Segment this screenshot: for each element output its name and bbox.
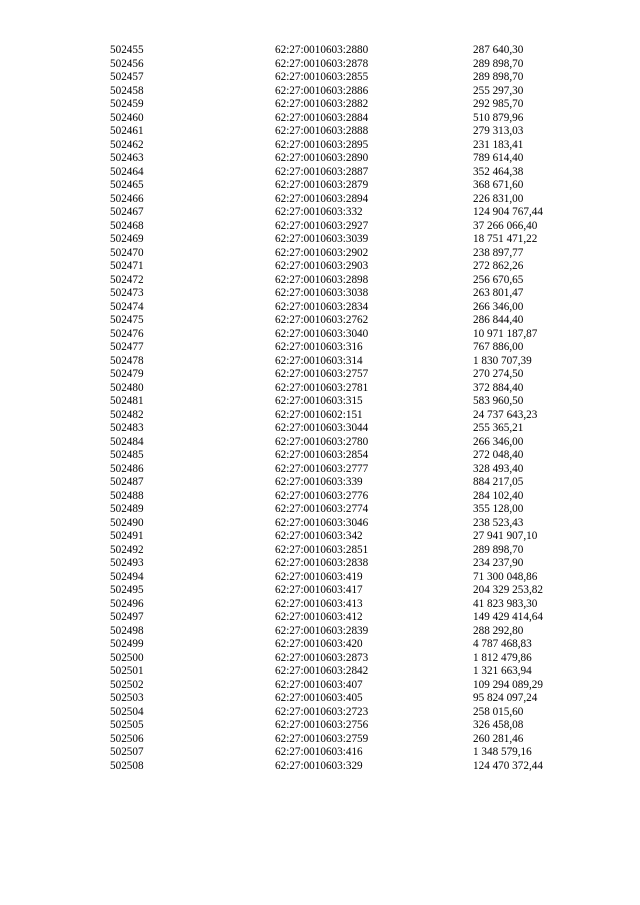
cadastral-number-cell: 62:27:0010603:419 [275,570,363,583]
cadastral-number-cell: 62:27:0010603:2878 [275,57,369,70]
cadastral-value-cell: 24 737 643,23 [473,408,538,421]
table-row [110,598,570,612]
cadastral-number-cell: 62:27:0010603:2890 [275,152,369,164]
row-number-cell: 502483 [110,422,144,434]
row-number-cell: 502499 [110,638,144,650]
cadastral-number-cell: 62:27:0010603:2886 [275,84,369,97]
table-row [110,193,570,207]
cadastral-value-cell: 234 237,90 [473,557,524,569]
table-row [110,233,570,247]
cadastral-value-cell: 263 801,47 [473,287,524,299]
table-row [110,368,570,382]
table-row [110,733,570,747]
cadastral-value-cell: 231 183,41 [473,138,524,151]
cadastral-value-cell: 288 292,80 [473,624,524,637]
cadastral-number-cell: 62:27:0010603:2882 [275,98,369,110]
cadastral-value-cell: 255 297,30 [473,84,524,97]
table-row [110,679,570,693]
cadastral-value-cell: 226 831,00 [473,192,524,205]
row-number-cell: 502458 [110,84,144,97]
cadastral-number-cell: 62:27:0010603:3040 [275,327,369,340]
cadastral-value-cell: 256 670,65 [473,273,524,286]
row-number-cell: 502477 [110,341,144,353]
cadastral-value-cell: 284 102,40 [473,489,524,502]
cadastral-number-cell: 62:27:0010603:2759 [275,732,369,745]
cadastral-number-cell: 62:27:0010603:2774 [275,503,369,515]
cadastral-value-cell: 789 614,40 [473,152,524,164]
row-number-cell: 502496 [110,597,144,610]
table-row [110,98,570,112]
table-row [110,355,570,369]
cadastral-value-cell: 109 294 089,29 [473,678,543,691]
table-row [110,652,570,666]
cadastral-value-cell: 1 830 707,39 [473,354,532,367]
cadastral-number-cell: 62:27:0010603:2902 [275,246,369,259]
row-number-cell: 502507 [110,746,144,758]
row-number-cell: 502508 [110,759,144,772]
cadastral-number-cell: 62:27:0010603:2873 [275,651,369,664]
cadastral-value-cell: 272 862,26 [473,260,524,272]
cadastral-value-cell: 368 671,60 [473,179,524,191]
row-number-cell: 502465 [110,179,144,191]
table-row [110,125,570,139]
table-row [110,517,570,531]
cadastral-value-cell: 1 812 479,86 [473,651,532,664]
cadastral-number-cell: 62:27:0010603:3046 [275,516,369,529]
cadastral-number-cell: 62:27:0010603:2884 [275,111,369,124]
cadastral-number-cell: 62:27:0010603:2854 [275,449,369,461]
row-number-cell: 502461 [110,125,144,137]
row-number-cell: 502491 [110,530,144,542]
table-row [110,341,570,355]
row-number-cell: 502464 [110,165,144,178]
table-row [110,152,570,166]
cadastral-value-cell: 767 886,00 [473,341,524,353]
row-number-cell: 502505 [110,719,144,731]
cadastral-number-cell: 62:27:0010603:2781 [275,381,369,394]
row-number-cell: 502488 [110,489,144,502]
table-row [110,544,570,558]
cadastral-value-cell: 10 971 187,87 [473,327,538,340]
table-row [110,706,570,720]
cadastral-number-cell: 62:27:0010603:2880 [275,44,369,56]
cadastral-number-cell: 62:27:0010603:3038 [275,287,369,299]
row-number-cell: 502495 [110,584,144,596]
table-row [110,287,570,301]
row-number-cell: 502475 [110,314,144,326]
cadastral-number-cell: 62:27:0010603:2879 [275,179,369,191]
table-row [110,409,570,423]
row-number-cell: 502467 [110,206,144,218]
cadastral-value-cell: 326 458,08 [473,719,524,731]
cadastral-number-cell: 62:27:0010603:2888 [275,125,369,137]
row-number-cell: 502504 [110,705,144,718]
table-row [110,476,570,490]
cadastral-value-cell: 266 346,00 [473,300,524,313]
cadastral-value-cell: 1 348 579,16 [473,746,532,758]
cadastral-value-table [110,44,570,773]
cadastral-value-cell: 124 470 372,44 [473,759,543,772]
table-row [110,71,570,85]
cadastral-value-cell: 289 898,70 [473,543,524,556]
cadastral-value-cell: 149 429 414,64 [473,611,543,623]
cadastral-number-cell: 62:27:0010603:2895 [275,138,369,151]
table-row [110,463,570,477]
cadastral-number-cell: 62:27:0010603:412 [275,611,363,623]
cadastral-number-cell: 62:27:0010603:2756 [275,719,369,731]
cadastral-number-cell: 62:27:0010603:316 [275,341,363,353]
cadastral-number-cell: 62:27:0010602:151 [275,408,363,421]
table-row [110,490,570,504]
cadastral-number-cell: 62:27:0010603:420 [275,638,363,650]
cadastral-value-cell: 27 941 907,10 [473,530,538,542]
row-number-cell: 502476 [110,327,144,340]
cadastral-value-cell: 266 346,00 [473,435,524,448]
cadastral-number-cell: 62:27:0010603:2855 [275,71,369,83]
cadastral-value-cell: 238 523,43 [473,516,524,529]
row-number-cell: 502489 [110,503,144,515]
table-row [110,220,570,234]
table-row [110,247,570,261]
cadastral-value-cell: 1 321 663,94 [473,665,532,677]
table-row [110,584,570,598]
cadastral-value-cell: 292 985,70 [473,98,524,110]
cadastral-value-cell: 372 884,40 [473,381,524,394]
table-row [110,571,570,585]
table-row [110,206,570,220]
row-number-cell: 502493 [110,557,144,569]
cadastral-value-cell: 18 751 471,22 [473,233,538,245]
cadastral-value-cell: 328 493,40 [473,462,524,475]
cadastral-number-cell: 62:27:0010603:407 [275,678,363,691]
cadastral-value-cell: 41 823 983,30 [473,597,538,610]
row-number-cell: 502503 [110,692,144,704]
table-row [110,719,570,733]
row-number-cell: 502486 [110,462,144,475]
table-row [110,422,570,436]
cadastral-number-cell: 62:27:0010603:2927 [275,219,369,232]
row-number-cell: 502482 [110,408,144,421]
cadastral-value-cell: 260 281,46 [473,732,524,745]
row-number-cell: 502479 [110,368,144,380]
row-number-cell: 502474 [110,300,144,313]
cadastral-value-cell: 352 464,38 [473,165,524,178]
row-number-cell: 502459 [110,98,144,110]
cadastral-number-cell: 62:27:0010603:3039 [275,233,369,245]
table-row [110,260,570,274]
row-number-cell: 502484 [110,435,144,448]
row-number-cell: 502460 [110,111,144,124]
cadastral-number-cell: 62:27:0010603:417 [275,584,363,596]
table-row [110,625,570,639]
cadastral-number-cell: 62:27:0010603:2776 [275,489,369,502]
cadastral-number-cell: 62:27:0010603:2762 [275,314,369,326]
row-number-cell: 502492 [110,543,144,556]
row-number-cell: 502470 [110,246,144,259]
cadastral-number-cell: 62:27:0010603:2838 [275,557,369,569]
table-row [110,760,570,774]
table-row [110,328,570,342]
cadastral-number-cell: 62:27:0010603:2887 [275,165,369,178]
table-row [110,179,570,193]
cadastral-number-cell: 62:27:0010603:2834 [275,300,369,313]
table-row [110,139,570,153]
row-number-cell: 502506 [110,732,144,745]
row-number-cell: 502473 [110,287,144,299]
table-row [110,449,570,463]
cadastral-number-cell: 62:27:0010603:405 [275,692,363,704]
cadastral-value-cell: 884 217,05 [473,476,524,488]
row-number-cell: 502501 [110,665,144,677]
table-row [110,314,570,328]
table-row [110,530,570,544]
cadastral-number-cell: 62:27:0010603:2903 [275,260,369,272]
cadastral-value-cell: 71 300 048,86 [473,570,538,583]
cadastral-value-cell: 258 015,60 [473,705,524,718]
table-row [110,85,570,99]
cadastral-value-cell: 289 898,70 [473,71,524,83]
cadastral-value-cell: 37 266 066,40 [473,219,538,232]
row-number-cell: 502478 [110,354,144,367]
table-row [110,112,570,126]
table-row [110,166,570,180]
cadastral-number-cell: 62:27:0010603:342 [275,530,363,542]
cadastral-value-cell: 289 898,70 [473,57,524,70]
table-row [110,382,570,396]
table-row [110,665,570,679]
cadastral-number-cell: 62:27:0010603:332 [275,206,363,218]
row-number-cell: 502498 [110,624,144,637]
row-number-cell: 502457 [110,71,144,83]
row-number-cell: 502490 [110,516,144,529]
cadastral-value-cell: 287 640,30 [473,44,524,56]
table-row [110,746,570,760]
table-row [110,44,570,58]
row-number-cell: 502471 [110,260,144,272]
cadastral-number-cell: 62:27:0010603:329 [275,759,363,772]
row-number-cell: 502485 [110,449,144,461]
cadastral-number-cell: 62:27:0010603:413 [275,597,363,610]
table-row [110,395,570,409]
table-row [110,638,570,652]
cadastral-value-cell: 583 960,50 [473,395,524,407]
row-number-cell: 502480 [110,381,144,394]
cadastral-value-cell: 279 313,03 [473,125,524,137]
row-number-cell: 502456 [110,57,144,70]
row-number-cell: 502481 [110,395,144,407]
cadastral-value-cell: 510 879,96 [473,111,524,124]
cadastral-number-cell: 62:27:0010603:416 [275,746,363,758]
cadastral-number-cell: 62:27:0010603:2894 [275,192,369,205]
row-number-cell: 502497 [110,611,144,623]
cadastral-number-cell: 62:27:0010603:2780 [275,435,369,448]
cadastral-number-cell: 62:27:0010603:2723 [275,705,369,718]
row-number-cell: 502455 [110,44,144,56]
row-number-cell: 502468 [110,219,144,232]
table-row [110,58,570,72]
cadastral-number-cell: 62:27:0010603:339 [275,476,363,488]
row-number-cell: 502487 [110,476,144,488]
row-number-cell: 502463 [110,152,144,164]
cadastral-number-cell: 62:27:0010603:2842 [275,665,369,677]
table-row [110,274,570,288]
row-number-cell: 502502 [110,678,144,691]
table-row [110,503,570,517]
cadastral-value-cell: 355 128,00 [473,503,524,515]
row-number-cell: 502500 [110,651,144,664]
cadastral-value-cell: 238 897,77 [473,246,524,259]
cadastral-value-cell: 255 365,21 [473,422,524,434]
cadastral-value-cell: 204 329 253,82 [473,584,543,596]
row-number-cell: 502469 [110,233,144,245]
table-row [110,611,570,625]
table-row [110,436,570,450]
cadastral-value-cell: 4 787 468,83 [473,638,532,650]
row-number-cell: 502462 [110,138,144,151]
row-number-cell: 502472 [110,273,144,286]
table-row [110,692,570,706]
cadastral-number-cell: 62:27:0010603:2898 [275,273,369,286]
cadastral-number-cell: 62:27:0010603:2757 [275,368,369,380]
cadastral-number-cell: 62:27:0010603:315 [275,395,363,407]
cadastral-value-cell: 286 844,40 [473,314,524,326]
cadastral-value-cell: 272 048,40 [473,449,524,461]
row-number-cell: 502466 [110,192,144,205]
cadastral-number-cell: 62:27:0010603:314 [275,354,363,367]
table-row [110,557,570,571]
cadastral-number-cell: 62:27:0010603:2777 [275,462,369,475]
cadastral-number-cell: 62:27:0010603:2851 [275,543,369,556]
cadastral-value-cell: 95 824 097,24 [473,692,538,704]
row-number-cell: 502494 [110,570,144,583]
cadastral-number-cell: 62:27:0010603:2839 [275,624,369,637]
cadastral-number-cell: 62:27:0010603:3044 [275,422,369,434]
table-row [110,301,570,315]
cadastral-value-cell: 124 904 767,44 [473,206,543,218]
cadastral-value-cell: 270 274,50 [473,368,524,380]
